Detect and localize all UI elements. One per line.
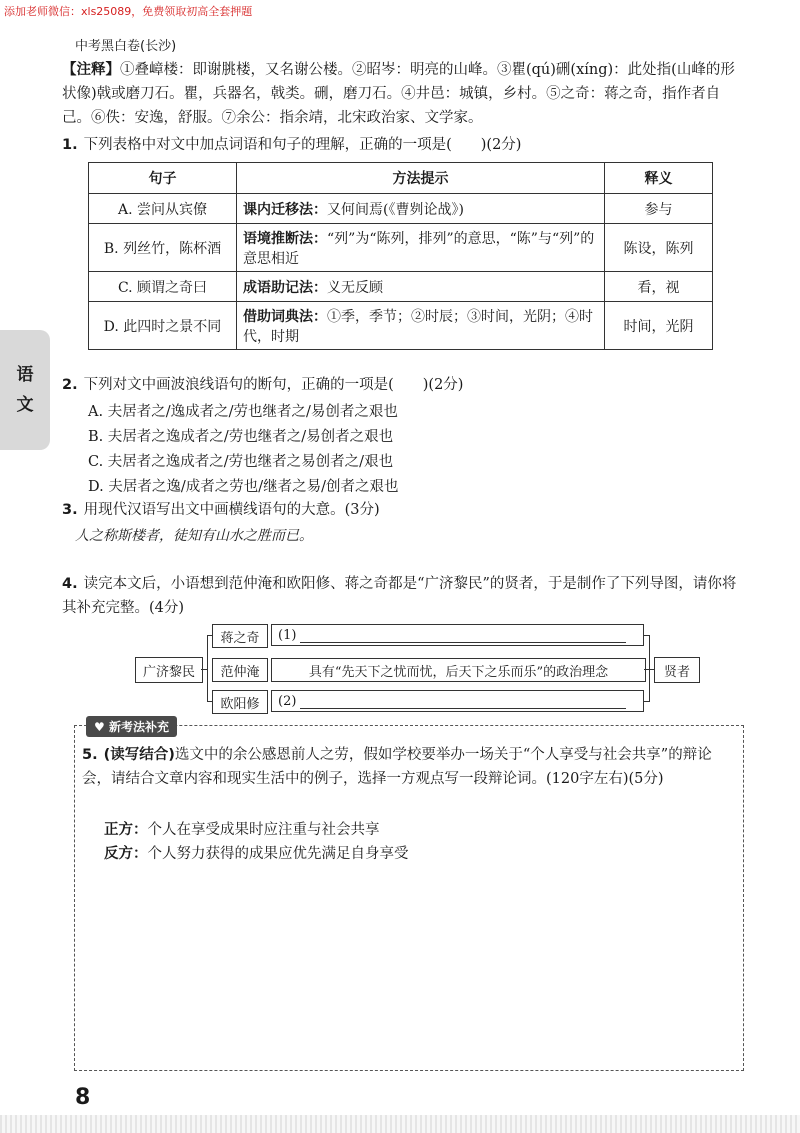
option-d: D. 夫居者之逸/成者之劳也/继者之易/创者之艰也: [88, 479, 399, 495]
table-header: 方法提示: [237, 163, 605, 194]
question-text: 用现代汉语写出文中画横线语句的大意。(3分): [83, 502, 380, 518]
question-number: 1.: [62, 137, 78, 153]
heart-icon: ♥: [94, 720, 105, 734]
method-label: 成语助记法：: [243, 279, 327, 296]
method-table: [88, 162, 713, 350]
option-b: B. 夫居者之逸成者之/劳也继者之/易创者之艰也: [88, 429, 394, 445]
connector: [644, 701, 649, 702]
bracket-line: [207, 635, 208, 702]
branch-ouyang: 欧阳修: [212, 690, 268, 714]
answer-box-fan: 具有“先天下之忧而忧，后天下之乐而乐”的政治理念: [271, 658, 646, 682]
option-c: C. 夫居者之逸成者之/劳也继者之易创者之/艰也: [88, 454, 394, 470]
mind-map-root: 广济黎民: [135, 657, 203, 683]
sentence-cell: A. 尝问从宾僚: [89, 194, 237, 224]
pro-side: [104, 818, 724, 842]
sentence-cell: D. 此四时之景不同: [89, 302, 237, 350]
question-text: 下列对文中画波浪线语句的断句，正确的一项是( )(2分): [83, 377, 464, 393]
blank-label: (1): [278, 627, 297, 643]
table-row: [89, 272, 713, 302]
option-a: A. 夫居者之/逸成者之/劳也继者之/易创者之艰也: [88, 404, 398, 420]
con-label: 反方：: [104, 846, 148, 862]
annotation-block: [62, 58, 740, 130]
method-text: “列”为“陈列，排列”的意思，“陈”与“列”的意思相近: [243, 230, 595, 267]
question-3: [62, 498, 740, 522]
question-4: [62, 572, 740, 620]
question-tag: (读写结合): [103, 747, 175, 763]
method-cell: [237, 302, 605, 350]
answer-blank[interactable]: [300, 628, 626, 643]
side-tab-char: 语: [16, 365, 34, 385]
pro-text: 个人在享受成果时应注重与社会共享: [147, 822, 380, 838]
question-1: [62, 133, 740, 157]
meaning-cell: 参与: [605, 194, 713, 224]
subject-side-tab: [0, 330, 50, 450]
method-label: 借助词典法：: [243, 308, 327, 325]
question-number: 4.: [62, 576, 78, 592]
page-bottom-edge: [0, 1115, 800, 1133]
answer-writing-area[interactable]: [100, 875, 720, 1055]
sentence-cell: B. 列丝竹，陈杯酒: [89, 224, 237, 272]
con-text: 个人努力获得的成果应优先满足自身享受: [147, 846, 409, 862]
method-label: 课内迁移法：: [243, 201, 327, 218]
method-cell: [237, 224, 605, 272]
method-label: 语境推断法：: [243, 230, 327, 247]
method-cell: [237, 272, 605, 302]
method-text: 又何间焉(《曹刿论战》): [327, 201, 464, 218]
method-text: ①季，季节；②时辰；③时间，光阴；④时代，时期: [243, 308, 593, 345]
table-row: [89, 224, 713, 272]
meaning-cell: 时间，光阴: [605, 302, 713, 350]
annotation-text: ①叠嶂楼：即谢朓楼，又名谢公楼。②昭岑：明亮的山峰。③瞿(qú)硎(xíng)：此处指(山峰的形状像)戟或磨刀石。瞿，兵器名，戟类。硎，磨刀石。④井邑：城镇，乡村。⑤之奇：蒋之奇，指作者自己。⑥佚：安逸，舒服。⑦余公：指余靖，北宋政治家、文学家。: [62, 62, 735, 126]
answer-box-2: [271, 690, 644, 712]
pro-label: 正方：: [104, 822, 148, 838]
method-cell: [237, 194, 605, 224]
meaning-cell: 陈设，陈列: [605, 224, 713, 272]
question-number: 2.: [62, 377, 78, 393]
new-exam-badge: [86, 716, 177, 737]
sentence-cell: C. 顾谓之奇曰: [89, 272, 237, 302]
page-number: 8: [75, 1085, 91, 1110]
answer-blank[interactable]: [300, 694, 626, 709]
question-2: [62, 373, 740, 397]
question-text: 选文中的余公感恩前人之劳，假如学校要举办一场关于“个人享受与社会共享”的辩论会，请结合文章内容和现实生活中的例子，选择一方观点写一段辩论词。(120字左右)(5分): [82, 747, 712, 787]
meaning-cell: 看，视: [605, 272, 713, 302]
question-text: 读完本文后，小语想到范仲淹和欧阳修、蒋之奇都是“广济黎民”的贤者，于是制作了下列导图，请你将其补充完整。(4分): [62, 576, 737, 616]
method-text: 义无反顾: [327, 279, 383, 296]
annotation-label: 【注释】: [62, 62, 120, 78]
mind-map-result: 贤者: [654, 657, 700, 683]
page-header: 中考黑白卷(长沙): [75, 39, 177, 54]
answer-box-1: [271, 624, 644, 646]
handwritten-sentence: 人之称斯楼者，徒知有山水之胜而已。: [75, 528, 313, 544]
table-header: 句子: [89, 163, 237, 194]
table-row: [89, 302, 713, 350]
table-header-row: [89, 163, 713, 194]
con-side: [104, 842, 724, 866]
side-tab-char: 文: [16, 395, 34, 415]
branch-jiang: 蒋之奇: [212, 624, 268, 648]
question-5: [82, 743, 732, 791]
promo-note: 添加老师微信：xls25089，免费领取初高全套押题: [4, 5, 253, 18]
table-header: 释义: [605, 163, 713, 194]
table-row: [89, 194, 713, 224]
connector: [644, 635, 649, 636]
question-text: 下列表格中对文中加点词语和句子的理解，正确的一项是( )(2分): [83, 137, 522, 153]
blank-label: (2): [278, 693, 297, 709]
branch-fan: 范仲淹: [212, 658, 268, 682]
badge-label: 新考法补充: [108, 720, 169, 734]
question-number: 5.: [82, 747, 98, 763]
question-number: 3.: [62, 502, 78, 518]
